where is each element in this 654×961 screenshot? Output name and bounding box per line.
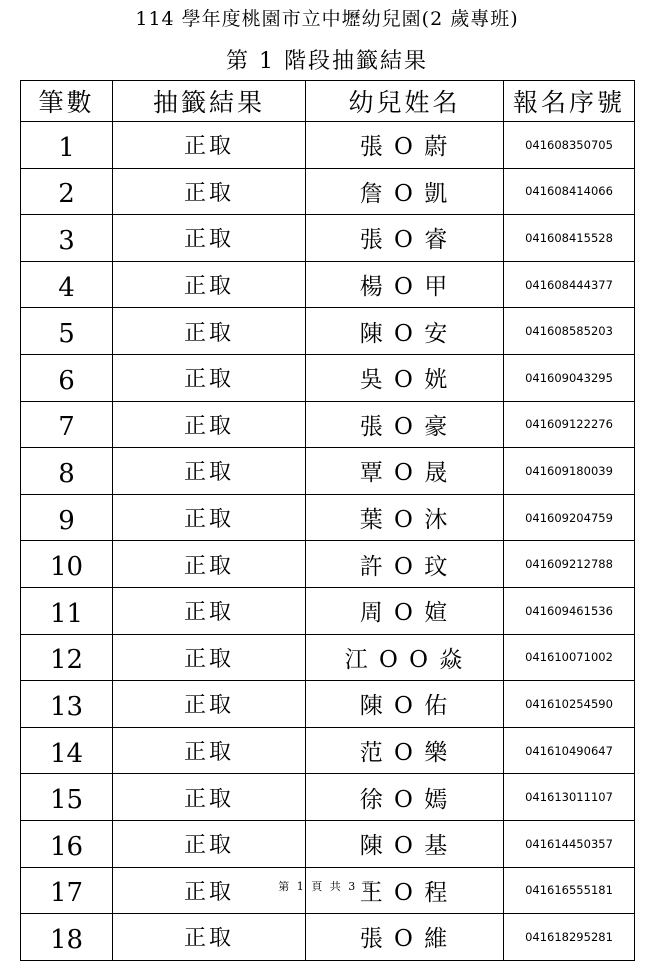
- row-count-cell: 3: [21, 215, 113, 262]
- row-registration-id-cell: 041609043295: [504, 354, 635, 401]
- table-row: [21, 541, 635, 588]
- table-row: [21, 681, 635, 728]
- row-registration-id-cell: 041609461536: [504, 587, 635, 634]
- row-registration-id-cell: 041608415528: [504, 215, 635, 262]
- row-child-name-cell: 吳 O 姯: [306, 354, 504, 401]
- row-registration-id-cell: 041614450357: [504, 820, 635, 867]
- row-registration-id-cell: 041610490647: [504, 727, 635, 774]
- row-registration-id-cell: 041610071002: [504, 634, 635, 681]
- row-count-cell: 5: [21, 308, 113, 355]
- page-footer: 第 1 頁 共 3 頁: [278, 880, 376, 893]
- table-row: [21, 354, 635, 401]
- row-count-cell: 9: [21, 494, 113, 541]
- row-child-name-cell: 張 O 豪: [306, 401, 504, 448]
- row-result-cell: 正取: [113, 308, 306, 355]
- row-result-cell: 正取: [113, 541, 306, 588]
- row-child-name-cell: 詹 O 凱: [306, 168, 504, 215]
- row-count-cell: 14: [21, 727, 113, 774]
- table-row: [21, 308, 635, 355]
- row-child-name-cell: 張 O 睿: [306, 215, 504, 262]
- table-row: [21, 401, 635, 448]
- row-count-cell: 8: [21, 448, 113, 495]
- row-registration-id-cell: 041618295281: [504, 914, 635, 961]
- row-registration-id-cell: 041608585203: [504, 308, 635, 355]
- table-row: [21, 215, 635, 262]
- row-registration-id-cell: 041609122276: [504, 401, 635, 448]
- row-child-name-cell: 葉 O 沐: [306, 494, 504, 541]
- table-row: [21, 820, 635, 867]
- document-subtitle: 第 1 階段抽籤結果: [226, 49, 428, 74]
- row-registration-id-cell: 041613011107: [504, 774, 635, 821]
- table-row: [21, 494, 635, 541]
- row-child-name-cell: 陳 O 佑: [306, 681, 504, 728]
- row-child-name-cell: 范 O 樂: [306, 727, 504, 774]
- row-child-name-cell: 徐 O 嫣: [306, 774, 504, 821]
- row-count-cell: 11: [21, 587, 113, 634]
- row-registration-id-cell: 041608350705: [504, 122, 635, 169]
- row-child-name-cell: 張 O 蔚: [306, 122, 504, 169]
- row-child-name-cell: 江 O O 焱: [306, 634, 504, 681]
- document-title: 114 學年度桃園市立中壢幼兒園(2 歲專班): [135, 8, 519, 30]
- row-result-cell: 正取: [113, 820, 306, 867]
- row-registration-id-cell: 041609180039: [504, 448, 635, 495]
- row-result-cell: 正取: [113, 261, 306, 308]
- row-result-cell: 正取: [113, 867, 306, 914]
- row-result-cell: 正取: [113, 634, 306, 681]
- row-result-cell: 正取: [113, 494, 306, 541]
- row-child-name-cell: 楊 O 甲: [306, 261, 504, 308]
- row-registration-id-cell: 041608444377: [504, 261, 635, 308]
- row-result-cell: 正取: [113, 448, 306, 495]
- table-row: [21, 774, 635, 821]
- row-child-name-cell: 周 O 媗: [306, 587, 504, 634]
- lottery-results-table: [20, 80, 635, 961]
- row-result-cell: 正取: [113, 587, 306, 634]
- row-result-cell: 正取: [113, 401, 306, 448]
- table-header-row: [21, 81, 635, 122]
- row-count-cell: 16: [21, 820, 113, 867]
- row-count-cell: 7: [21, 401, 113, 448]
- row-count-cell: 18: [21, 914, 113, 961]
- row-count-cell: 4: [21, 261, 113, 308]
- header-count: 筆數: [21, 81, 113, 122]
- row-result-cell: 正取: [113, 168, 306, 215]
- row-child-name-cell: 許 O 玟: [306, 541, 504, 588]
- table-row: [21, 727, 635, 774]
- row-result-cell: 正取: [113, 914, 306, 961]
- row-count-cell: 1: [21, 122, 113, 169]
- row-count-cell: 15: [21, 774, 113, 821]
- row-registration-id-cell: 041608414066: [504, 168, 635, 215]
- table-row: [21, 448, 635, 495]
- row-registration-id-cell: 041610254590: [504, 681, 635, 728]
- table-row: [21, 261, 635, 308]
- header-result: 抽籤結果: [113, 81, 306, 122]
- row-result-cell: 正取: [113, 354, 306, 401]
- row-child-name-cell: 覃 O 晟: [306, 448, 504, 495]
- table-body: [21, 122, 635, 961]
- row-count-cell: 6: [21, 354, 113, 401]
- row-count-cell: 10: [21, 541, 113, 588]
- row-child-name-cell: 王 O 程: [306, 867, 504, 914]
- row-child-name-cell: 張 O 維: [306, 914, 504, 961]
- row-count-cell: 12: [21, 634, 113, 681]
- header-registration-id: 報名序號: [504, 81, 635, 122]
- row-result-cell: 正取: [113, 774, 306, 821]
- table-row: [21, 587, 635, 634]
- table-row: [21, 634, 635, 681]
- row-count-cell: 17: [21, 867, 113, 914]
- table-row: [21, 914, 635, 961]
- row-result-cell: 正取: [113, 727, 306, 774]
- row-count-cell: 2: [21, 168, 113, 215]
- row-result-cell: 正取: [113, 122, 306, 169]
- row-result-cell: 正取: [113, 215, 306, 262]
- table-row: [21, 168, 635, 215]
- row-registration-id-cell: 041609212788: [504, 541, 635, 588]
- table-row: [21, 122, 635, 169]
- row-result-cell: 正取: [113, 681, 306, 728]
- header-child-name: 幼兒姓名: [306, 81, 504, 122]
- row-registration-id-cell: 041616555181: [504, 867, 635, 914]
- row-child-name-cell: 陳 O 基: [306, 820, 504, 867]
- row-child-name-cell: 陳 O 安: [306, 308, 504, 355]
- row-count-cell: 13: [21, 681, 113, 728]
- row-registration-id-cell: 041609204759: [504, 494, 635, 541]
